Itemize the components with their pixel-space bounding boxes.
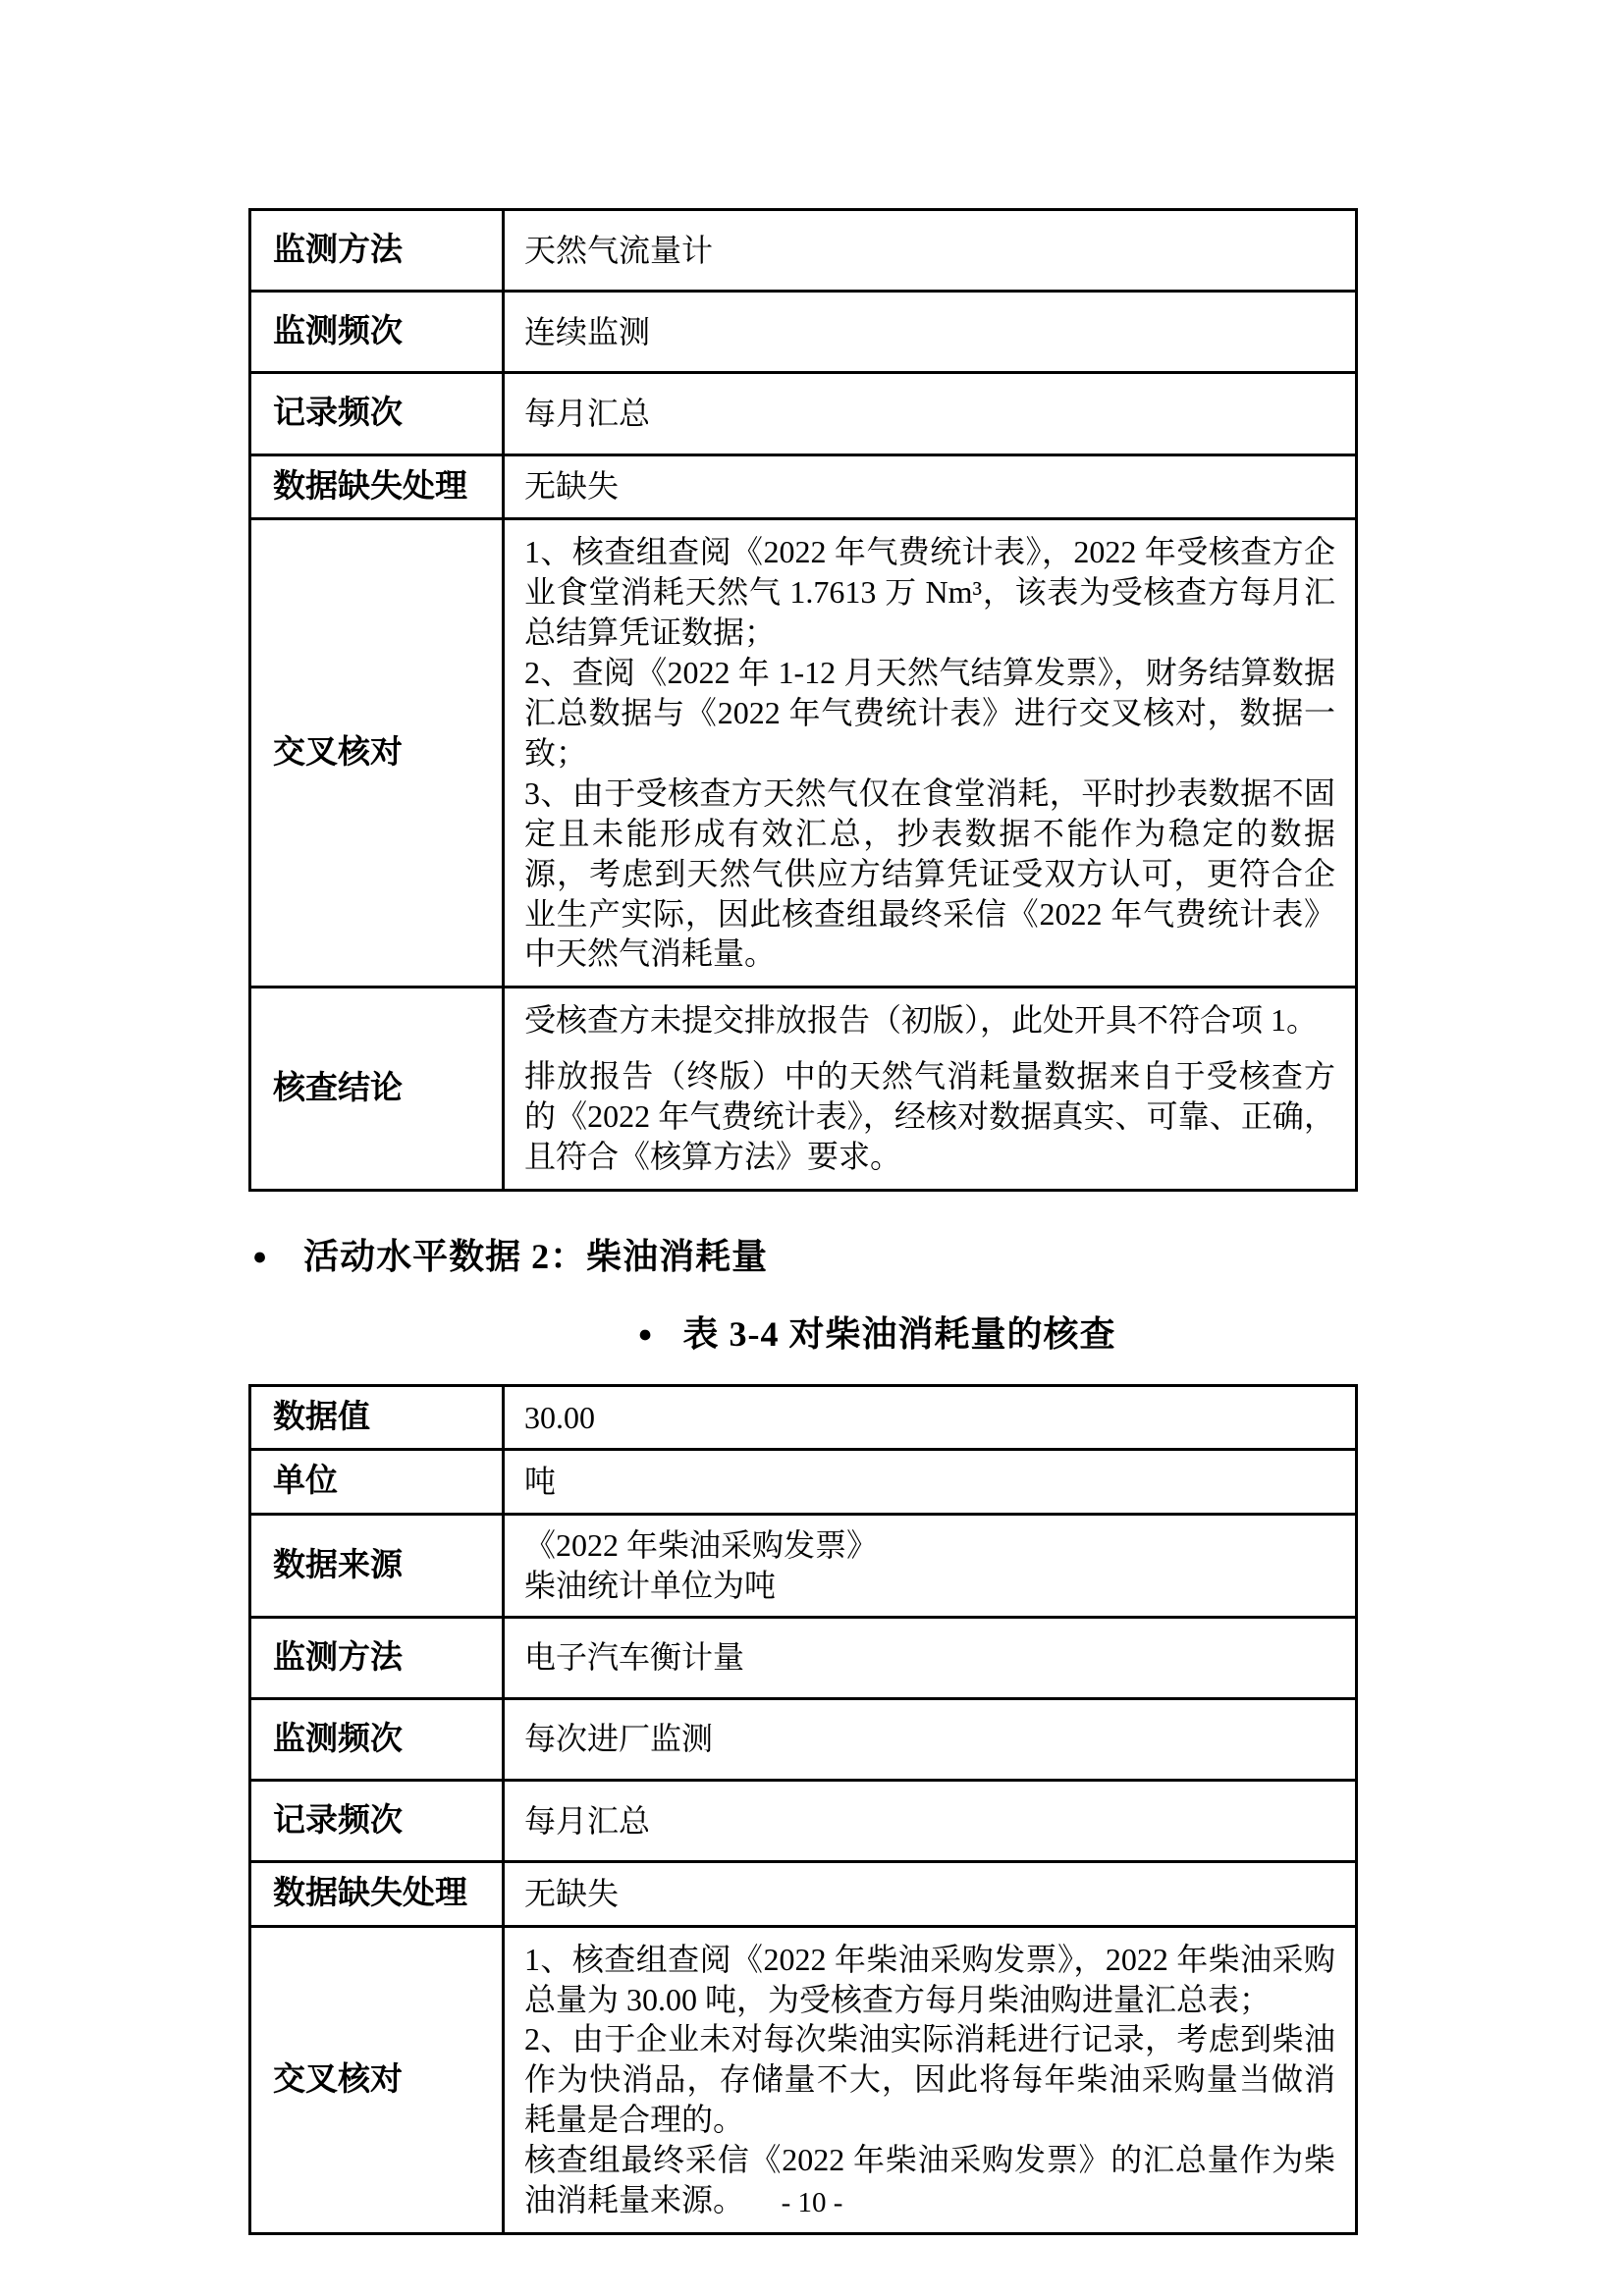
missing-data-label: 数据缺失处理: [250, 1862, 504, 1926]
monitoring-frequency-label: 监测频次: [250, 292, 504, 373]
cross-check-value: [504, 518, 1357, 987]
conclusion-paragraph: 排放报告（终版）中的天然气消耗量数据来自于受核查方的《2022 年气费统计表》，经核对数据真实、可靠、正确，且符合《核算方法》要求。: [524, 1058, 1335, 1175]
table-3-4-caption: [248, 1307, 1358, 1357]
recording-frequency-value: 每月汇总: [504, 373, 1357, 454]
recording-frequency-label: 记录频次: [250, 1781, 504, 1862]
table-row: [250, 292, 1357, 373]
conclusion-label: 核查结论: [250, 988, 504, 1191]
cross-check-item: 3、由于受核查方天然气仅在食堂消耗，平时抄表数据不固定且未能形成有效汇总，抄表数据不能作为稳定的数据源，考虑到天然气供应方结算凭证受双方认可，更符合企业生产实际，因此核查组最终采信《2022 年气费统计表》中天然气消耗量。: [524, 774, 1335, 972]
page-number: - 10 -: [781, 2187, 843, 2218]
table-row: [250, 1386, 1357, 1450]
table-row: [250, 1698, 1357, 1780]
recording-frequency-value: 每月汇总: [504, 1781, 1357, 1862]
missing-data-label: 数据缺失处理: [250, 454, 504, 518]
recording-frequency-label: 记录频次: [250, 373, 504, 454]
page-content: [248, 208, 1358, 2235]
cross-check-item: 1、核查组查阅《2022 年柴油采购发票》，2022 年柴油采购总量为 30.00 吨，为受核查方每月柴油购进量汇总表；: [524, 1941, 1335, 2017]
bullet-icon: ●: [252, 1244, 269, 1271]
section-heading-text: 活动水平数据 2：柴油消耗量: [303, 1237, 769, 1277]
unit-value: 吨: [504, 1450, 1357, 1514]
cross-check-item: 2、由于企业未对每次柴油实际消耗进行记录，考虑到柴油作为快消品，存储量不大，因此将每年柴油采购量当做消耗量是合理的。: [524, 2021, 1335, 2138]
table-row: [250, 1450, 1357, 1514]
table-row: [250, 454, 1357, 518]
monitoring-frequency-value: 每次进厂监测: [504, 1698, 1357, 1780]
cross-check-label: 交叉核对: [250, 1926, 504, 2234]
data-source-line: 《2022 年柴油采购发票》: [524, 1526, 879, 1563]
gas-verification-table: [248, 208, 1358, 1192]
table-row: [250, 1617, 1357, 1698]
diesel-verification-table: [248, 1384, 1358, 2235]
data-source-line: 柴油统计单位为吨: [524, 1567, 777, 1603]
cross-check-item: 2、查阅《2022 年 1-12 月天然气结算发票》，财务结算数据汇总数据与《2022 年气费统计表》进行交叉核对，数据一致；: [524, 654, 1335, 771]
conclusion-value: [504, 988, 1357, 1191]
table-caption-text: 表 3-4 对柴油消耗量的核查: [682, 1314, 1116, 1355]
monitoring-method-label: 监测方法: [250, 1617, 504, 1698]
data-value-value: 30.00: [504, 1386, 1357, 1450]
monitoring-method-value: 电子汽车衡计量: [504, 1617, 1357, 1698]
table-row: [250, 373, 1357, 454]
data-value-label: 数据值: [250, 1386, 504, 1450]
cross-check-label: 交叉核对: [250, 518, 504, 987]
monitoring-method-label: 监测方法: [250, 210, 504, 292]
diesel-table-wrap: [248, 1384, 1358, 2235]
unit-label: 单位: [250, 1450, 504, 1514]
bullet-icon: ●: [637, 1321, 654, 1349]
section-heading-activity-data-2: [252, 1229, 1358, 1279]
table-row: [250, 1862, 1357, 1926]
cross-check-item: 1、核查组查阅《2022 年气费统计表》，2022 年受核查方企业食堂消耗天然气 1.7613 万 Nm³，该表为受核查方每月汇总结算凭证数据；: [524, 533, 1335, 650]
table-row: [250, 518, 1357, 987]
conclusion-paragraph: 受核查方未提交排放报告（初版），此处开具不符合项 1。: [524, 1002, 1319, 1039]
monitoring-method-value: 天然气流量计: [504, 210, 1357, 292]
data-source-label: 数据来源: [250, 1514, 504, 1617]
table-row: [250, 988, 1357, 1191]
table-row: [250, 1781, 1357, 1862]
table-row: [250, 1514, 1357, 1617]
data-source-value: [504, 1514, 1357, 1617]
missing-data-value: 无缺失: [504, 1862, 1357, 1926]
monitoring-frequency-value: 连续监测: [504, 292, 1357, 373]
table-row: [250, 210, 1357, 292]
monitoring-frequency-label: 监测频次: [250, 1698, 504, 1780]
cross-check-item: 核查组最终采信《2022 年柴油采购发票》的汇总量作为柴油消耗量来源。: [524, 2142, 1335, 2218]
missing-data-value: 无缺失: [504, 454, 1357, 518]
